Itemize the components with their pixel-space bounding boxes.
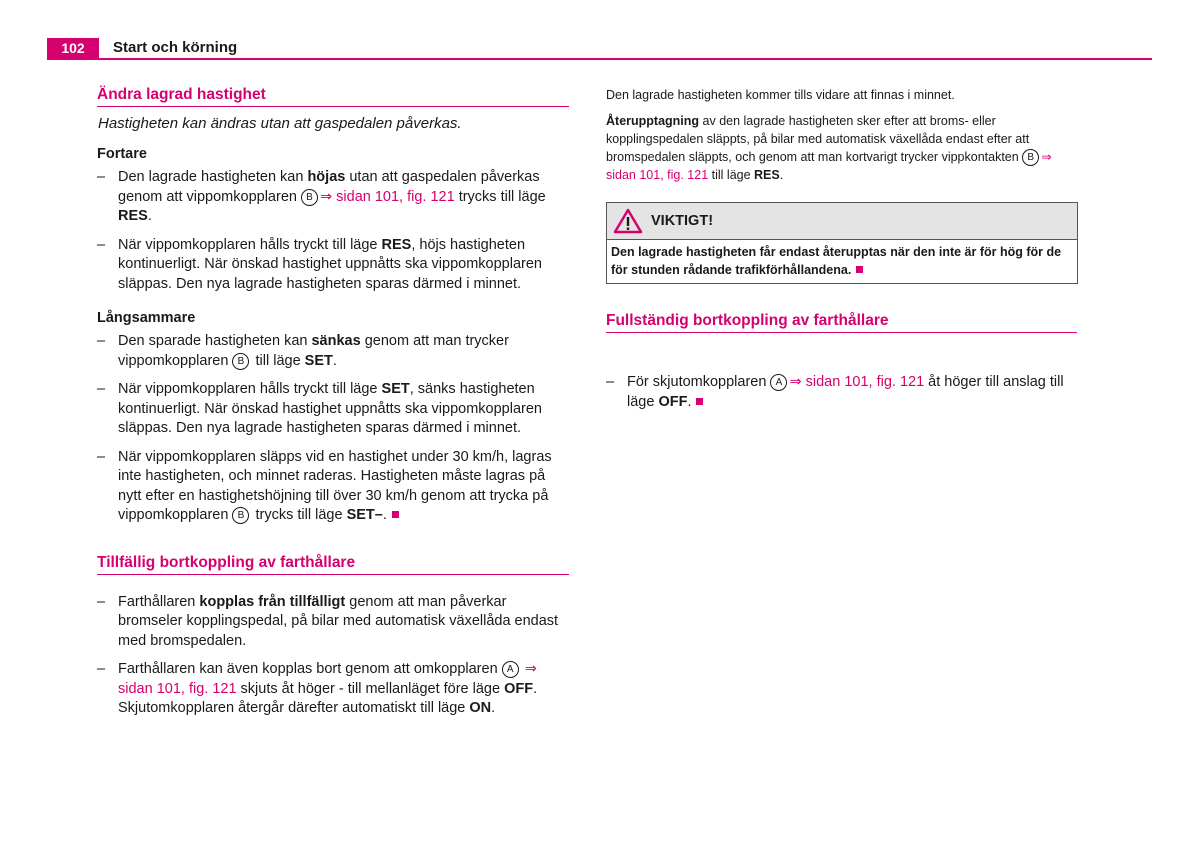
list-item: – Den lagrade hastigheten kan höjas utan att gaspedalen påverkas genom att vippomkopplaren B ⇒ sidan 101, fig. 121 trycks till läge RES. [97,169,546,224]
page-reference-link[interactable]: ⇒ sidan 101, fig. 121 [118,661,537,697]
heading-andra-lagrad-hastighet: Ändra lagrad hastighet [97,86,569,107]
control-b-icon: B [301,189,318,206]
list-item: – Farthållaren kan även kopplas bort genom att omkopplaren A ⇒ sidan 101, fig. 121 skjuts åt höger - till mellanläget före läge OFF. Skjutomkopplaren återgår därefter automatiskt till läge ON. [97,661,538,716]
control-b-icon: B [232,507,249,524]
list-item: – När vippomkopplaren hålls tryckt till läge RES, höjs hastigheten kontinuerligt. När önskad hastighet uppnåtts ska vippomkopplaren släppas. Den nya lagrade hastigheten sparas därmed i minnet. [97,236,542,292]
memory-note: Den lagrade hastigheten kommer tills vidare att finnas i minnet. [606,88,955,102]
control-b-icon: B [232,353,249,370]
control-a-icon: A [770,374,787,391]
left-column [97,86,569,728]
heading-fullstandig-bortkoppling: Fullständig bortkoppling av farthållare [606,312,1077,333]
list-item: – Den sparade hastigheten kan sänkas genom att man trycker vippomkopplaren B till läge SET. [97,333,509,369]
control-a-icon: A [502,661,519,678]
resume-paragraph: Återupptagning av den lagrade hastigheten sker efter att broms- eller kopplingspedalen släppts, på bilar med automatisk växellåda endast efter att bromspedalen släppts, och genom att man kortvarigt trycker vippkontakten B ⇒ sidan 101, fig. 121 till läge RES. [606,114,1052,182]
warning-triangle-icon [613,208,643,234]
header-rule [47,58,1152,60]
page-reference-link[interactable]: ⇒ sidan 101, fig. 121 [789,374,925,390]
list-item: – Farthållaren kopplas från tillfälligt genom att man påverkar bromseler kopplingspedal, på bilar med automatisk växellåda endast med bromspedalen. [97,593,559,649]
warning-text: Den lagrade hastigheten får endast återupptas när den inte är för hög för de för stunden rådande trafikförhållandena. [611,245,1062,277]
list-item: – För skjutomkopplaren A ⇒ sidan 101, fig. 121 åt höger till anslag till läge OFF. [606,374,1064,410]
warning-box [606,202,1078,284]
end-of-section-icon [696,398,703,405]
warning-title: VIKTIGT! [651,213,714,229]
intro-text: Hastigheten kan ändras utan att gaspedalen påverkas. [98,115,462,132]
end-of-section-icon [856,266,863,273]
page-number: 102 [47,38,99,58]
control-b-icon: B [1022,149,1039,166]
end-of-section-icon [392,511,399,518]
warning-header [607,203,1077,240]
heading-tillfallig-bortkoppling: Tillfällig bortkoppling av farthållare [97,554,569,575]
running-header-title: Start och körning [113,39,238,56]
right-column [606,86,1077,421]
subheading-langsammare: Långsammare [97,310,196,326]
page-reference-link[interactable]: ⇒ sidan 101, fig. 121 [319,188,455,205]
page-reference-link[interactable]: ⇒ sidan 101, fig. 121 [606,150,1052,182]
list-item: – När vippomkopplaren släpps vid en hastighet under 30 km/h, lagras inte hastigheten, och minnet raderas. Hastigheten måste lagras på nytt efter en hastighetshöjning till över 30 km/h genom att trycka på vippomkopplaren B trycks till läge SET–. [97,448,552,523]
list-item: – När vippomkopplaren hålls tryckt till läge SET, sänks hastigheten kontinuerligt. När önskad hastighet uppnåtts ska vippomkopplaren släppas. Den nya lagrade hastigheten sparas därmed i minnet. [97,381,542,436]
subheading-fortare: Fortare [97,146,147,162]
